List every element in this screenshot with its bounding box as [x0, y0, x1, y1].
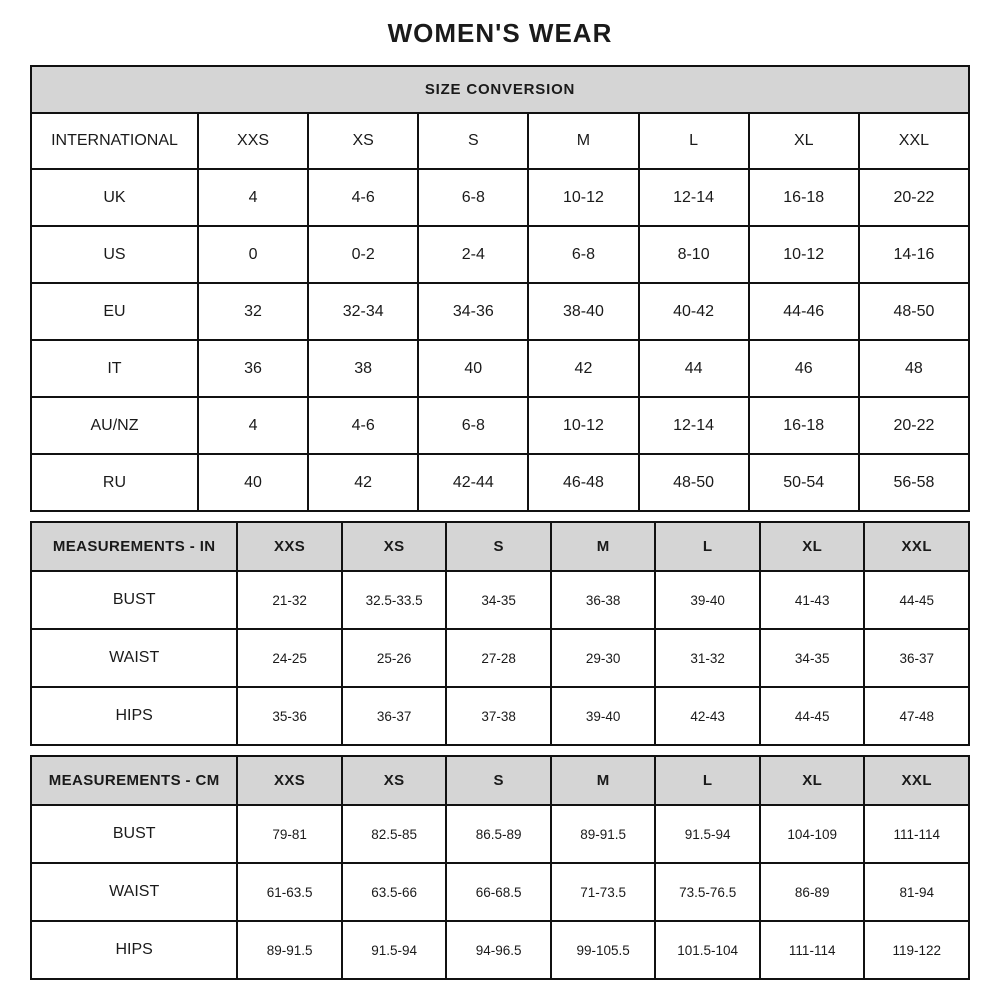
value-cell: 86.5-89	[446, 805, 551, 863]
value-cell: 0	[198, 226, 308, 283]
value-cell: 40	[198, 454, 308, 511]
header-size-cell: S	[418, 113, 528, 169]
value-cell: 94-96.5	[446, 921, 551, 979]
header-size-cell: M	[528, 113, 638, 169]
value-cell: 14-16	[859, 226, 969, 283]
value-cell: 12-14	[639, 397, 749, 454]
value-cell: 42-44	[418, 454, 528, 511]
header-size-cell: XXS	[198, 113, 308, 169]
value-cell: 32	[198, 283, 308, 340]
value-cell: 34-35	[446, 571, 551, 629]
header-size-cell: XL	[749, 113, 859, 169]
value-cell: 12-14	[639, 169, 749, 226]
table-header-row	[31, 522, 969, 571]
table-header-row	[31, 113, 969, 169]
value-cell: 38-40	[528, 283, 638, 340]
value-cell: 99-105.5	[551, 921, 656, 979]
value-cell: 32-34	[308, 283, 418, 340]
row-label: BUST	[31, 805, 237, 863]
table-row	[31, 283, 969, 340]
value-cell: 8-10	[639, 226, 749, 283]
value-cell: 56-58	[859, 454, 969, 511]
table-title: SIZE CONVERSION	[31, 66, 969, 113]
value-cell: 40	[418, 340, 528, 397]
value-cell: 86-89	[760, 863, 865, 921]
row-label: EU	[31, 283, 198, 340]
value-cell: 0-2	[308, 226, 418, 283]
value-cell: 42-43	[655, 687, 760, 745]
value-cell: 6-8	[528, 226, 638, 283]
value-cell: 73.5-76.5	[655, 863, 760, 921]
header-label-cell: INTERNATIONAL	[31, 113, 198, 169]
value-cell: 24-25	[237, 629, 342, 687]
header-size-cell: XXL	[864, 522, 969, 571]
row-label: UK	[31, 169, 198, 226]
row-label: WAIST	[31, 863, 237, 921]
value-cell: 39-40	[655, 571, 760, 629]
value-cell: 50-54	[749, 454, 859, 511]
value-cell: 36-38	[551, 571, 656, 629]
value-cell: 111-114	[864, 805, 969, 863]
value-cell: 25-26	[342, 629, 447, 687]
table-row	[31, 687, 969, 745]
header-size-cell: L	[639, 113, 749, 169]
table-row	[31, 921, 969, 979]
value-cell: 36	[198, 340, 308, 397]
size-conversion-table	[30, 65, 970, 512]
value-cell: 35-36	[237, 687, 342, 745]
value-cell: 89-91.5	[237, 921, 342, 979]
header-size-cell: XXL	[859, 113, 969, 169]
value-cell: 44	[639, 340, 749, 397]
header-size-cell: XS	[308, 113, 418, 169]
value-cell: 10-12	[749, 226, 859, 283]
value-cell: 40-42	[639, 283, 749, 340]
header-size-cell: M	[551, 522, 656, 571]
header-label-cell: MEASUREMENTS - IN	[31, 522, 237, 571]
value-cell: 16-18	[749, 397, 859, 454]
value-cell: 48	[859, 340, 969, 397]
value-cell: 36-37	[342, 687, 447, 745]
value-cell: 82.5-85	[342, 805, 447, 863]
value-cell: 44-46	[749, 283, 859, 340]
value-cell: 29-30	[551, 629, 656, 687]
value-cell: 111-114	[760, 921, 865, 979]
value-cell: 38	[308, 340, 418, 397]
table-row	[31, 169, 969, 226]
measurements-cm-table	[30, 755, 970, 980]
value-cell: 20-22	[859, 169, 969, 226]
value-cell: 42	[308, 454, 418, 511]
value-cell: 20-22	[859, 397, 969, 454]
table-row	[31, 340, 969, 397]
value-cell: 4	[198, 169, 308, 226]
row-label: US	[31, 226, 198, 283]
table-row	[31, 863, 969, 921]
header-size-cell: S	[446, 522, 551, 571]
row-label: RU	[31, 454, 198, 511]
value-cell: 21-32	[237, 571, 342, 629]
page-title: WOMEN'S WEAR	[387, 18, 613, 48]
value-cell: 6-8	[418, 169, 528, 226]
row-label: HIPS	[31, 687, 237, 745]
value-cell: 44-45	[760, 687, 865, 745]
value-cell: 44-45	[864, 571, 969, 629]
value-cell: 34-35	[760, 629, 865, 687]
value-cell: 10-12	[528, 169, 638, 226]
header-size-cell: M	[551, 756, 656, 805]
value-cell: 10-12	[528, 397, 638, 454]
value-cell: 79-81	[237, 805, 342, 863]
table-row	[31, 226, 969, 283]
row-label: WAIST	[31, 629, 237, 687]
value-cell: 46	[749, 340, 859, 397]
header-size-cell: XXL	[864, 756, 969, 805]
value-cell: 104-109	[760, 805, 865, 863]
header-size-cell: S	[446, 756, 551, 805]
value-cell: 48-50	[859, 283, 969, 340]
value-cell: 89-91.5	[551, 805, 656, 863]
value-cell: 36-37	[864, 629, 969, 687]
value-cell: 34-36	[418, 283, 528, 340]
value-cell: 101.5-104	[655, 921, 760, 979]
value-cell: 71-73.5	[551, 863, 656, 921]
value-cell: 32.5-33.5	[342, 571, 447, 629]
header-size-cell: L	[655, 522, 760, 571]
value-cell: 42	[528, 340, 638, 397]
header-size-cell: XXS	[237, 522, 342, 571]
header-size-cell: XL	[760, 522, 865, 571]
header-size-cell: L	[655, 756, 760, 805]
value-cell: 66-68.5	[446, 863, 551, 921]
value-cell: 63.5-66	[342, 863, 447, 921]
table-row	[31, 571, 969, 629]
row-label: IT	[31, 340, 198, 397]
value-cell: 47-48	[864, 687, 969, 745]
table-row	[31, 454, 969, 511]
value-cell: 39-40	[551, 687, 656, 745]
value-cell: 4-6	[308, 169, 418, 226]
value-cell: 2-4	[418, 226, 528, 283]
table-header-row	[31, 756, 969, 805]
row-label: HIPS	[31, 921, 237, 979]
row-label: BUST	[31, 571, 237, 629]
value-cell: 27-28	[446, 629, 551, 687]
value-cell: 41-43	[760, 571, 865, 629]
header-label-cell: MEASUREMENTS - CM	[31, 756, 237, 805]
measurements-in-table	[30, 521, 970, 746]
table-row	[31, 629, 969, 687]
value-cell: 119-122	[864, 921, 969, 979]
value-cell: 91.5-94	[655, 805, 760, 863]
table-row	[31, 397, 969, 454]
value-cell: 37-38	[446, 687, 551, 745]
value-cell: 61-63.5	[237, 863, 342, 921]
value-cell: 46-48	[528, 454, 638, 511]
table-row	[31, 805, 969, 863]
value-cell: 4-6	[308, 397, 418, 454]
header-size-cell: XL	[760, 756, 865, 805]
value-cell: 48-50	[639, 454, 749, 511]
value-cell: 91.5-94	[342, 921, 447, 979]
value-cell: 4	[198, 397, 308, 454]
value-cell: 6-8	[418, 397, 528, 454]
value-cell: 31-32	[655, 629, 760, 687]
header-size-cell: XS	[342, 756, 447, 805]
header-size-cell: XS	[342, 522, 447, 571]
value-cell: 81-94	[864, 863, 969, 921]
value-cell: 16-18	[749, 169, 859, 226]
row-label: AU/NZ	[31, 397, 198, 454]
header-size-cell: XXS	[237, 756, 342, 805]
